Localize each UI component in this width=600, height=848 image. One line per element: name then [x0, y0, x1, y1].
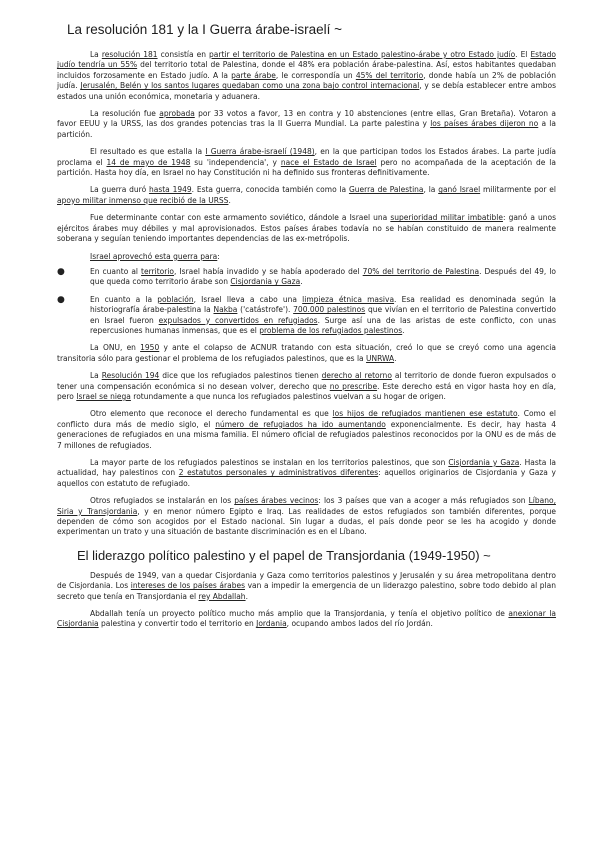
paragraph-duracion-guerra: La guerra duró hasta 1949. Esta guerra, conocida también como la Guerra de Palestina, la ganó Israel militarmente por el apoyo militar inmenso que recibió de la URSS.: [57, 185, 556, 205]
paragraph-resolucion-194: La Resolución 194 dice que los refugiados palestinos tienen derecho al retorno al territorio de donde fueron expulsados o tener una compensación económica si no desean volver, derecho que no prescribe. Este derecho está en vigor hasta hoy en día, pero Israel se niega rotundamente a que nunca los refugiados palestinos vuelvan a su hogar de origen.: [57, 371, 557, 401]
list-item-poblacion: ● En cuanto a la población, Israel lleva a cabo una limpieza étnica masiva. Esa realidad es denominada según la historiografía árabe-palestina la Nakba ('catástrofe'). 700.000 palestinos que vivían en el territorio de Palestina convertido en Israel fueron expulsados y convertidos en refugiados. Surge así una de las aristas de este conflicto, con unas repercusiones humanas inmensas, que es el problema de los refugiados palestinos.: [57, 294, 556, 335]
paragraph-despues-1949: Después de 1949, van a quedar Cisjordania y Gaza como territorios palestinos y Jerusalén y su área metropolitana dentro de Cisjordania. Los intereses de los países árabes van a impedir la emergencia de un liderazgo palestino, sobre todo debido al plan secreto que tenía en Transjordania el rey Abdallah.: [57, 570, 556, 601]
paragraph-armamento-sovietico: Fue determinante contar con este armamento soviético, dándole a Israel una superioridad militar imbatible: ganó a unos ejércitos árabes muy débiles y mal aprovisionados. Estos países árabes todavía no se habían constituido de manera realmente soberana y seguían teniendo importantes dependencias de las ex-metrópolis.: [57, 213, 556, 244]
paragraph-paises-vecinos: Otros refugiados se instalarán en los países árabes vecinos: los 3 países que van a acoger a más refugiados son Líbano, Siria y Transjordania, y en menor número Egipto e Iraq. Las realidades de estos refugiados son también diferentes, porque dependen de cómo son acogidos por el Estado nacional. Sin lugar a dudas, el país donde peor se les ha acogido y donde experimentan un trato y una situación de bastante discriminación es en el Líbano.: [57, 496, 556, 537]
paragraph-guerra-1948: El resultado es que estalla la I Guerra árabe-israelí (1948), en la que participan todos los Estados árabes. La parte judía proclama el 14 de mayo de 1948 su 'independencia', y nace el Estado de Israel pero no acompañada de la aceptación de la partición. Hasta hoy día, en Israel no hay Constitución ni ha definido sus fronteras definitivamente.: [57, 147, 556, 178]
paragraph-abdallah: Abdallah tenía un proyecto político mucho más amplio que la Transjordania, y tenía el objetivo político de anexionar la Cisjordania palestina y convertir todo el territorio en Jordania, ocupando ambos lados del río Jordán.: [57, 609, 557, 629]
paragraph-territorios-palestinos: La mayor parte de los refugiados palestinos se instalan en los territorios palestinos, que son Cisjordania y Gaza. Hasta la actualidad, hay palestinos con 2 estatutos personales y administrativos diferentes: aquellos originarios de Cisjordania y Gaza y aquellos con estatuto de refugiado.: [57, 458, 556, 488]
paragraph-israel-aprovecho: Israel aprovechó esta guerra para:: [90, 251, 220, 261]
bullet-icon: ●: [57, 266, 65, 277]
paragraph-votacion: La resolución fue aprobada por 33 votos a favor, 13 en contra y 10 abstenciones (entre ellas, Gran Bretaña). Votaron a favor EEUU y la URSS, las dos grandes potencias tras la II Guerra Mundial. La parte palestina y los países árabes dijeron no a la partición.: [57, 109, 556, 139]
bullet-icon: ●: [57, 294, 65, 305]
list-item-territorio: ● En cuanto al territorio, Israel había invadido y se había apoderado del 70% del territorio de Palestina. Después del 49, lo que queda como territorio árabe son Cisjordania y Gaza.: [57, 266, 556, 287]
bullet-list: [57, 267, 556, 336]
paragraph-resolucion-181: La resolución 181 consistía en partir el territorio de Palestina en un Estado palestino-árabe y otro Estado judío. El Estado judío tendría un 55% del territorio total de Palestina, donde el 48% era población árabe-palestina. Así, estos habitantes quedaban incluidos forzosamente en Estado judío. A la parte árabe, le correspondía un 45% del territorio, donde había un 2% de población judía. Jerusalén, Belén y los santos lugares quedaban como una zona bajo control internacional, y se debía establecer entre ambos estados una unión económica, monetaria y aduanera.: [57, 50, 557, 101]
paragraph-unrwa: La ONU, en 1950 y ante el colapso de ACNUR tratando con esta situación, creó lo que se creyó como una agencia transitoria sólo para gestionar el problema de los refugiados palestinos, que es la UNRWA.: [57, 343, 556, 363]
section-heading-liderazgo: El liderazgo político palestino y el papel de Transjordania (1949-1950) ~: [77, 547, 491, 563]
paragraph-hijos-refugiados: Otro elemento que reconoce el derecho fundamental es que los hijos de refugiados mantienen ese estatuto. Como el conflicto dura más de medio siglo, el número de refugiados ha ido aumentando exponencialmente. Es decir, hay hasta 4 generaciones de refugiados en una misma familia. El número oficial de refugiados palestinos reconocidos por la ONU es de más de 7 millones de refugiados.: [57, 409, 556, 450]
section-heading-resolucion-181: La resolución 181 y la I Guerra árabe-israelí ~: [67, 22, 343, 37]
